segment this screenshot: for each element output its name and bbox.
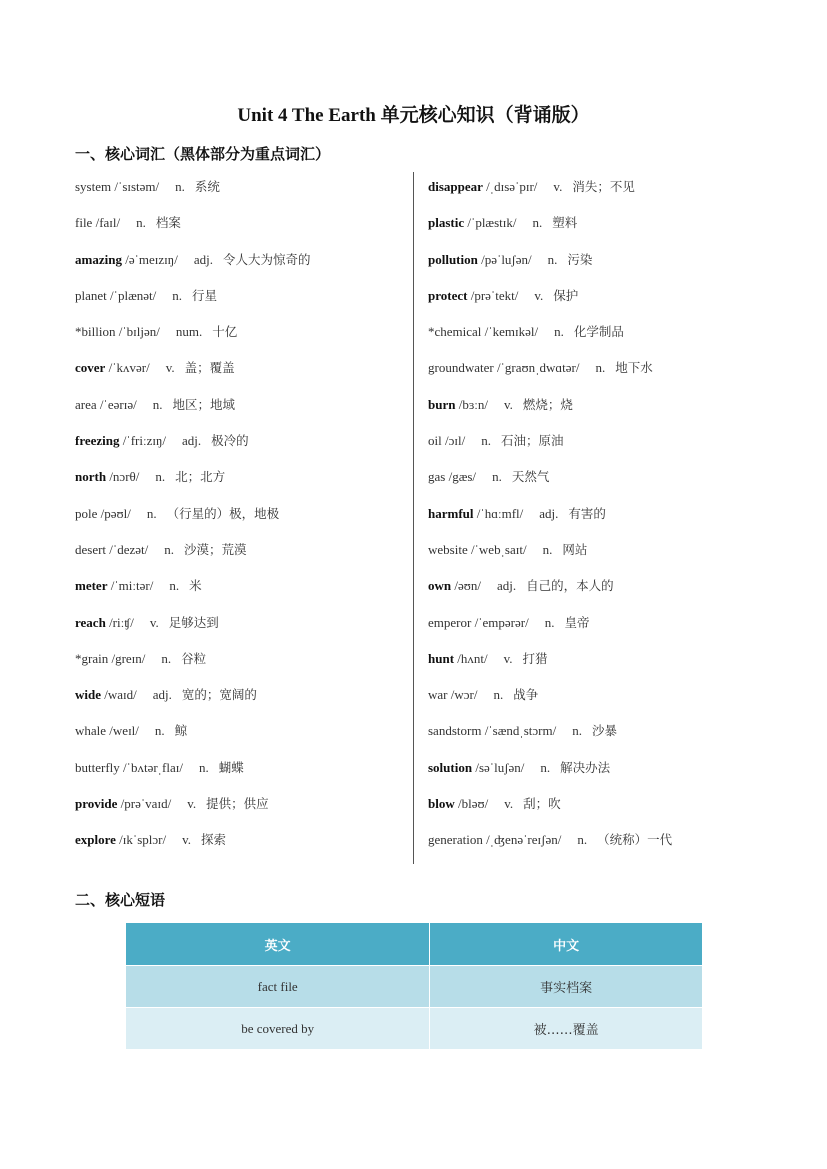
- vocab-phonetic: /nɔrθ/: [109, 469, 140, 485]
- vocab-entry: [428, 355, 758, 391]
- vocab-entry: [428, 464, 758, 500]
- vocab-phonetic: /ˈmiːtər/: [110, 578, 154, 594]
- vocab-meaning: 极冷的: [211, 433, 249, 449]
- vocab-pos: n.: [154, 723, 165, 739]
- vocab-meaning: 塑料: [552, 215, 578, 231]
- vocab-pos: v.: [182, 832, 192, 848]
- vocab-word: groundwater: [428, 360, 494, 376]
- vocab-entry: [75, 537, 410, 573]
- vocab-pos: v.: [165, 360, 175, 376]
- vocab-word: area: [75, 396, 97, 412]
- vocab-phonetic: /ɪkˈsplɔr/: [119, 832, 167, 848]
- vocab-phonetic: /pəˈluʃən/: [481, 251, 532, 267]
- vocab-phonetic: /ˈbʌtərˌflaɪ/: [123, 759, 183, 775]
- vocab-meaning: 有害的: [568, 505, 606, 521]
- vocab-meaning: 污染: [567, 251, 593, 267]
- vocab-word: wide: [75, 687, 101, 703]
- vocab-phonetic: /greɪn/: [111, 650, 146, 666]
- vocab-meaning: 解决办法: [560, 759, 611, 775]
- vocab-pos: adj.: [539, 505, 559, 521]
- phrase-english: fact file: [126, 966, 430, 1008]
- vocab-phonetic: /bləʊ/: [457, 796, 489, 812]
- vocab-phonetic: /ˈplænət/: [110, 287, 157, 303]
- vocab-meaning: 鲸: [174, 723, 188, 739]
- vocab-pos: v.: [149, 614, 159, 630]
- vocab-pos: n.: [540, 759, 551, 775]
- vocab-column-left: [75, 174, 410, 864]
- vocab-meaning: 石油；原油: [500, 433, 564, 449]
- vocab-word: plastic: [428, 215, 465, 231]
- vocab-meaning: 战争: [513, 687, 539, 703]
- vocab-phonetic: /faɪl/: [95, 215, 121, 231]
- vocab-phonetic: /weɪl/: [109, 723, 139, 739]
- vocab-entry: [75, 718, 410, 754]
- vocab-pos: adj.: [497, 578, 517, 594]
- vocab-entry: [428, 791, 758, 827]
- vocab-word: solution: [428, 759, 473, 775]
- vocab-phonetic: /ˈkʌvər/: [108, 360, 150, 376]
- vocab-meaning: 沙漠；荒漠: [184, 541, 247, 557]
- vocab-pos: n.: [542, 541, 553, 557]
- vocab-entry: [428, 501, 758, 537]
- vocab-entry: [75, 247, 410, 283]
- vocab-phonetic: /wɔr/: [450, 687, 478, 703]
- vocab-pos: v.: [504, 396, 513, 412]
- vocab-meaning: 化学制品: [573, 324, 624, 340]
- vocab-word: desert: [75, 541, 107, 557]
- vocab-phonetic: /ˈsændˌstɔrm/: [484, 723, 557, 739]
- header-chinese: 中文: [430, 923, 703, 966]
- vocab-phonetic: /səˈluʃən/: [475, 759, 525, 775]
- vocab-pos: n.: [146, 505, 157, 521]
- vocab-word: burn: [428, 396, 456, 412]
- vocab-word: gas: [428, 469, 446, 485]
- vocab-phonetic: /gæs/: [448, 469, 477, 485]
- vocab-pos: adj.: [152, 687, 172, 703]
- vocab-pos: adj.: [182, 433, 202, 449]
- vocab-entry: [75, 355, 410, 391]
- vocab-entry: [428, 392, 758, 428]
- section-heading-vocabulary: 一、核心词汇（黑体部分为重点词汇）: [75, 145, 331, 163]
- vocab-word: pollution: [428, 251, 478, 267]
- vocab-meaning: 谷粒: [181, 650, 207, 666]
- table-row: [126, 1008, 703, 1050]
- vocab-meaning: 探索: [201, 832, 227, 848]
- vocab-phonetic: /prəˈvaɪd/: [120, 796, 172, 812]
- vocab-pos: adj.: [193, 251, 213, 267]
- vocab-word: blow: [428, 796, 455, 812]
- vocab-entry: [428, 210, 758, 246]
- vocab-entry: [75, 501, 410, 537]
- vocab-meaning: 系统: [194, 179, 220, 194]
- vocab-phonetic: /ˌdɪsəˈpɪr/: [486, 179, 538, 194]
- vocab-entry: [428, 718, 758, 754]
- vocab-phonetic: /əˈmeɪzɪŋ/: [125, 251, 178, 267]
- phrase-chinese: 事实档案: [430, 966, 703, 1008]
- vocab-pos: n.: [152, 396, 163, 412]
- vocab-meaning: 令人大为惊奇的: [222, 251, 311, 267]
- vocab-phonetic: /ˈeərɪə/: [99, 396, 137, 412]
- vocab-word: pole: [75, 505, 98, 521]
- section-heading-phrases: 二、核心短语: [75, 891, 166, 909]
- vocab-entry: [75, 791, 410, 827]
- vocab-pos: n.: [172, 287, 182, 303]
- vocab-column-right: [428, 174, 758, 864]
- page-title: Unit 4 The Earth 单元核心知识（背诵版）: [237, 105, 590, 126]
- vocab-pos: v.: [504, 796, 514, 812]
- vocab-entry: [428, 610, 758, 646]
- vocab-meaning: （行星的）极，地极: [166, 505, 280, 521]
- vocab-meaning: 刮；吹: [523, 796, 561, 812]
- vocab-phonetic: /ˈgraʊnˌdwɑtər/: [496, 360, 580, 376]
- header-english: 英文: [126, 923, 430, 966]
- vocab-entry: [428, 573, 758, 609]
- vocab-pos: n.: [572, 723, 582, 739]
- vocab-meaning: 网站: [562, 541, 588, 557]
- vocab-phonetic: /ˈbɪljən/: [118, 324, 160, 340]
- vocab-word: north: [75, 469, 107, 485]
- vocab-meaning: 天然气: [511, 469, 550, 485]
- vocab-meaning: 沙暴: [591, 723, 617, 739]
- vocab-entry: [428, 247, 758, 283]
- vocab-pos: n.: [136, 215, 146, 231]
- vocab-word: reach: [75, 614, 106, 630]
- vocab-meaning: 皇帝: [564, 614, 590, 630]
- vocab-word: whale: [75, 723, 107, 739]
- vocab-entry: [428, 428, 758, 464]
- vocab-entry: [428, 537, 758, 573]
- table-row: [126, 966, 703, 1008]
- vocab-phonetic: /pəʊl/: [100, 505, 131, 521]
- vocab-word: emperor: [428, 614, 472, 630]
- vocab-word: provide: [75, 796, 118, 812]
- vocab-pos: v.: [553, 179, 563, 194]
- vocab-meaning: 足够达到: [168, 614, 219, 630]
- phrase-chinese: 被……覆盖: [430, 1008, 703, 1050]
- vocab-phonetic: /ɔɪl/: [444, 433, 466, 449]
- vocab-meaning: 打猎: [522, 650, 548, 666]
- vocab-pos: n.: [554, 324, 564, 340]
- vocab-pos: n.: [481, 433, 491, 449]
- vocab-entry: [75, 464, 410, 500]
- vocab-word: disappear: [428, 179, 483, 194]
- phrase-table: [125, 922, 703, 1050]
- vocab-meaning: 盖；覆盖: [184, 360, 235, 376]
- vocab-pos: n.: [492, 469, 502, 485]
- vocab-word: war: [428, 687, 448, 703]
- vocab-entry: [75, 827, 410, 863]
- vocab-entry: [75, 283, 410, 319]
- vocab-meaning: 提供；供应: [206, 796, 269, 812]
- vocab-entry: [428, 755, 758, 791]
- vocab-phonetic: /ˈwebˌsaɪt/: [470, 541, 527, 557]
- vocab-entry: [75, 392, 410, 428]
- vocab-meaning: 十亿: [212, 324, 238, 340]
- vocab-word: explore: [75, 832, 116, 848]
- vocab-pos: n.: [595, 360, 606, 376]
- vocab-pos: n.: [161, 650, 172, 666]
- vocab-phonetic: /ˈfriːzɪŋ/: [122, 433, 167, 449]
- vocab-meaning: 宽的；宽阔的: [181, 687, 257, 703]
- vocab-phonetic: /bɜːn/: [458, 396, 489, 412]
- vocab-word: butterfly: [75, 759, 120, 775]
- vocab-entry: [75, 174, 410, 210]
- vocab-meaning: 档案: [155, 215, 181, 231]
- vocab-word: system: [75, 179, 112, 194]
- vocab-entry: [428, 682, 758, 718]
- vocab-pos: n.: [532, 215, 543, 231]
- vocab-entry: [75, 210, 410, 246]
- vocab-word: own: [428, 578, 452, 594]
- vocab-meaning: 地区；地域: [172, 396, 235, 412]
- vocab-entry: [75, 610, 410, 646]
- vocab-pos: n.: [169, 578, 180, 594]
- vocab-entry: [75, 319, 410, 355]
- vocab-entry: [428, 283, 758, 319]
- vocab-meaning: 消失；不见: [572, 179, 635, 194]
- vocab-word: *billion: [75, 324, 116, 340]
- vocab-word: meter: [75, 578, 108, 594]
- vocab-word: generation: [428, 832, 483, 848]
- vocab-meaning: （统称）一代: [597, 832, 673, 848]
- vocab-pos: v.: [187, 796, 197, 812]
- vocab-entry: [428, 646, 758, 682]
- vocab-pos: v.: [503, 650, 513, 666]
- vocab-entry: [75, 573, 410, 609]
- vocab-phonetic: /əʊn/: [454, 578, 482, 594]
- vocab-word: harmful: [428, 505, 474, 521]
- vocab-phonetic: /hʌnt/: [457, 650, 488, 666]
- phrase-table-header: [126, 923, 703, 966]
- vocab-meaning: 米: [189, 578, 202, 594]
- vocab-word: amazing: [75, 251, 122, 267]
- vocab-entry: [428, 174, 758, 210]
- vocab-meaning: 北；北方: [175, 469, 226, 485]
- vocab-entry: [428, 319, 758, 355]
- vocab-phonetic: /ˈkemɪkəl/: [484, 324, 539, 340]
- vocab-phonetic: /ˈhɑːmfl/: [476, 505, 524, 521]
- vocab-word: *grain: [75, 650, 109, 666]
- vocab-meaning: 自己的，本人的: [526, 578, 614, 594]
- phrase-english: be covered by: [126, 1008, 430, 1050]
- vocab-pos: v.: [534, 287, 544, 303]
- vocab-phonetic: /ˈsɪstəm/: [114, 179, 160, 194]
- vocab-entry: [75, 428, 410, 464]
- vocab-meaning: 蝴蝶: [218, 759, 244, 775]
- vocab-phonetic: /waɪd/: [104, 687, 137, 703]
- vocab-pos: n.: [577, 832, 588, 848]
- vocab-entry: [75, 682, 410, 718]
- vocab-word: freezing: [75, 433, 120, 449]
- vocab-word: cover: [75, 360, 106, 376]
- vocab-phonetic: /ˌʤenəˈreɪʃən/: [486, 832, 562, 848]
- vocab-word: sandstorm: [428, 723, 482, 739]
- vocab-pos: n.: [175, 179, 185, 194]
- vocab-word: protect: [428, 287, 468, 303]
- vocab-entry: [75, 646, 410, 682]
- vocab-word: oil: [428, 433, 442, 449]
- vocab-phonetic: /prəˈtekt/: [470, 287, 519, 303]
- vocab-word: planet: [75, 287, 107, 303]
- vocab-word: hunt: [428, 650, 455, 666]
- vocab-word: *chemical: [428, 324, 482, 340]
- vocab-meaning: 行星: [191, 287, 217, 303]
- vocab-entry: [428, 827, 758, 863]
- vocab-pos: n.: [164, 541, 175, 557]
- vocab-phonetic: /riːʧ/: [109, 614, 134, 630]
- vocab-pos: n.: [198, 759, 209, 775]
- vocab-phonetic: /ˈempərər/: [474, 614, 529, 630]
- vocab-phonetic: /ˈdezət/: [109, 541, 149, 557]
- vocab-pos: n.: [544, 614, 555, 630]
- vocab-pos: n.: [155, 469, 166, 485]
- vocab-pos: num.: [175, 324, 203, 340]
- vocab-pos: n.: [547, 251, 558, 267]
- vocab-word: website: [428, 541, 468, 557]
- vocab-meaning: 燃烧；烧: [522, 396, 573, 412]
- vocab-word: file: [75, 215, 93, 231]
- vocab-entry: [75, 755, 410, 791]
- vocab-meaning: 保护: [553, 287, 579, 303]
- vocab-meaning: 地下水: [615, 360, 653, 376]
- vocab-pos: n.: [493, 687, 504, 703]
- vocab-phonetic: /ˈplæstɪk/: [467, 215, 517, 231]
- column-divider: [413, 172, 414, 864]
